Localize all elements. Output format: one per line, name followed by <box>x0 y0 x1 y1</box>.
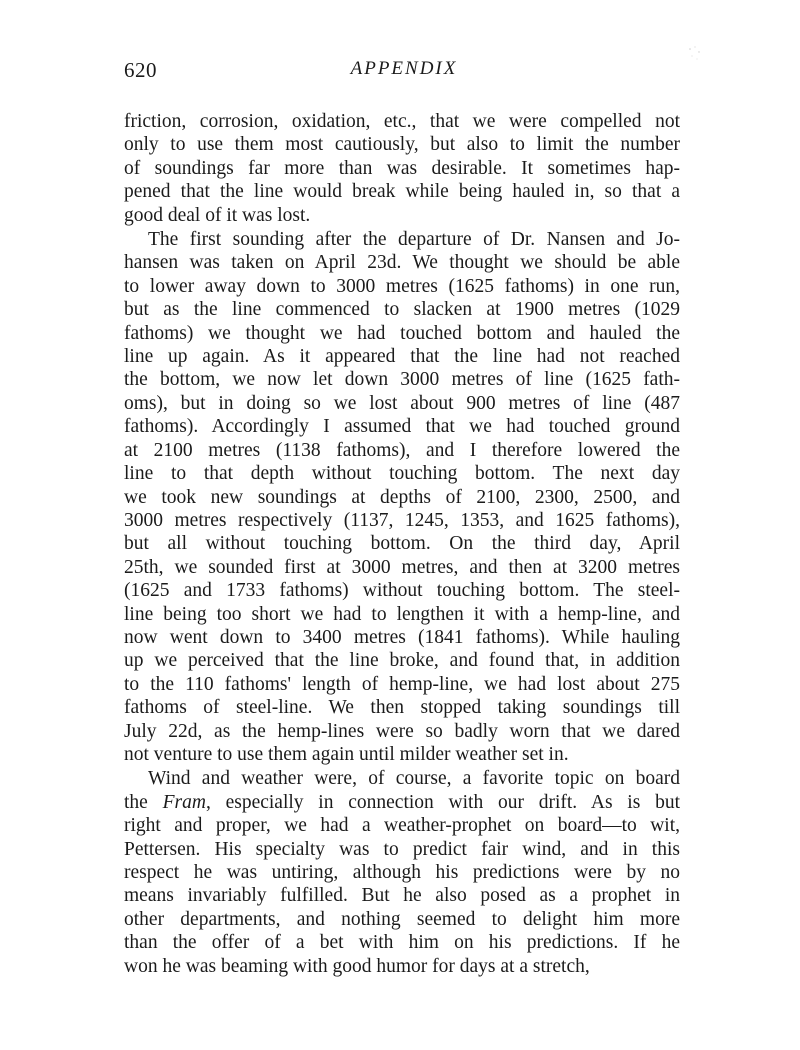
page-header <box>124 58 684 88</box>
text-line: other departments, and nothing seemed to delight him more <box>124 908 680 930</box>
text-line: the Fram, especially in connection with our drift. As is but <box>124 791 680 813</box>
text-line: respect he was untiring, although his predictions were by no <box>124 862 680 883</box>
text-line: oms), but in doing so we lost about 900 metres of line (487 <box>124 392 680 414</box>
text-line: 3000 metres respectively (1137, 1245, 1353, and 1625 fathoms), <box>124 509 680 531</box>
body-text <box>124 110 680 978</box>
paragraph <box>124 767 680 978</box>
text-line: to lower away down to 3000 metres (1625 fathoms) in one run, <box>124 275 680 297</box>
text-line: up we perceived that the line broke, and found that, in addition <box>124 650 680 672</box>
text-line: line up again. As it appeared that the line had not reached <box>124 346 680 368</box>
text-line: we took new soundings at depths of 2100, 2300, 2500, and <box>124 486 680 508</box>
page-number: 620 <box>124 58 157 82</box>
text-line: but all without touching bottom. On the third day, April <box>124 533 680 555</box>
text-line: of soundings far more than was desirable. It sometimes hap- <box>124 157 680 179</box>
text-line: fathoms of steel-line. We then stopped taking soundings till <box>124 697 680 719</box>
text-line: Wind and weather were, of course, a favorite topic on board <box>148 768 680 790</box>
text-line: The first sounding after the departure of Dr. Nansen and Jo- <box>148 229 680 251</box>
text-line: 25th, we sounded first at 3000 metres, and then at 3200 metres <box>124 556 680 578</box>
text-line: at 2100 metres (1138 fathoms), and I therefore lowered the <box>124 439 680 461</box>
text-line: to the 110 fathoms' length of hemp-line, we had lost about 275 <box>124 673 680 695</box>
text-line: friction, corrosion, oxidation, etc., that we were compelled not <box>124 111 680 132</box>
paragraph <box>124 228 680 766</box>
text-line: Pettersen. His specialty was to predict fair wind, and in this <box>124 838 680 860</box>
text-line: July 22d, as the hemp-lines were so badly worn that we dared <box>124 720 680 742</box>
text-line: means invariably fulfilled. But he also posed as a prophet in <box>124 885 680 907</box>
text-line: won he was beaming with good humor for days at a stretch, <box>124 955 590 977</box>
paragraph <box>124 110 680 227</box>
text-line: than the offer of a bet with him on his predictions. If he <box>124 932 680 954</box>
text-line: pened that the line would break while being hauled in, so that a <box>124 181 680 203</box>
text-line: only to use them most cautiously, but also to limit the number <box>124 134 680 156</box>
text-line: fathoms). Accordingly I assumed that we had touched ground <box>124 416 680 438</box>
italic-ship-name: Fram <box>162 791 206 813</box>
text-line: line being too short we had to lengthen it with a hemp-line, and <box>124 603 680 625</box>
text-line: not venture to use them again until milder weather set in. <box>124 743 569 765</box>
text-line: but as the line commenced to slacken at 1900 metres (1029 <box>124 299 680 321</box>
paper-speck-mark <box>686 44 704 64</box>
text-line: now went down to 3400 metres (1841 fathoms). While hauling <box>124 626 680 648</box>
text-line: right and proper, we had a weather-prophet on board—to wit, <box>124 815 680 837</box>
running-head: APPENDIX <box>350 58 458 79</box>
text-line: hansen was taken on April 23d. We thought we should be able <box>124 252 680 274</box>
text-line: the bottom, we now let down 3000 metres of line (1625 fath- <box>124 369 680 391</box>
text-line: fathoms) we thought we had touched bottom and hauled the <box>124 322 680 344</box>
text-line: (1625 and 1733 fathoms) without touching bottom. The steel- <box>124 580 680 602</box>
text-line: line to that depth without touching bottom. The next day <box>124 463 680 485</box>
text-line: good deal of it was lost. <box>124 204 311 226</box>
